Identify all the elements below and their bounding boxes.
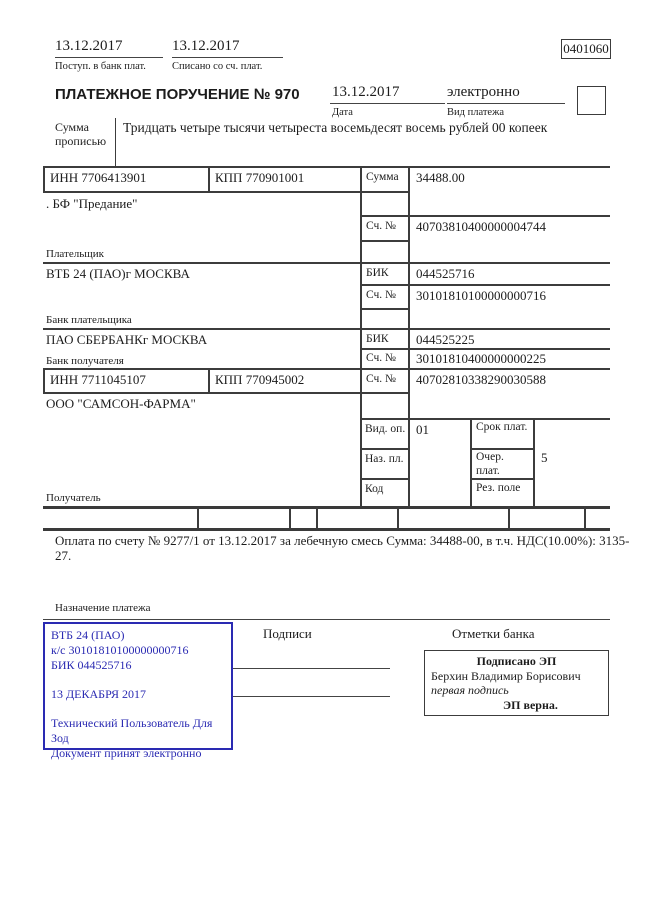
table-line	[360, 478, 410, 480]
beneficiary-bank-bik: 044525225	[416, 332, 475, 347]
beneficiary-account: 40702810338290030588	[416, 372, 546, 387]
beneficiary-inn: ИНН 7711045107	[50, 372, 146, 387]
ocher-plat-label: Очер. плат.	[476, 451, 504, 477]
beneficiary-name: ООО "САМСОН-ФАРМА"	[46, 396, 196, 411]
payer-bank-section-label: Банк плательщика	[46, 314, 132, 326]
stamp-corr-account: к/с 30101810100000000716	[51, 643, 189, 657]
table-line	[208, 166, 210, 192]
table-line	[360, 284, 610, 286]
beneficiary-bank-account: 30101810400000000225	[416, 351, 546, 366]
table-line	[43, 528, 610, 531]
table-line	[360, 348, 610, 350]
payment-purpose-label: Назначение платежа	[55, 602, 151, 614]
document-title: ПЛАТЕЖНОЕ ПОРУЧЕНИЕ № 970	[55, 86, 300, 103]
beneficiary-bank-section-label: Банк получателя	[46, 355, 124, 367]
amount-words-label: Сумма прописью	[55, 120, 107, 149]
payment-kind-value: электронно	[447, 84, 520, 100]
signature-line-2	[233, 696, 390, 697]
payer-kpp: КПП 770901001	[215, 170, 305, 185]
sum-value: 34488.00	[416, 170, 465, 185]
table-line	[43, 166, 45, 192]
purpose-underline	[43, 619, 610, 620]
empty-checkbox	[577, 86, 606, 115]
table-line	[208, 368, 210, 393]
date-underline	[330, 103, 445, 104]
beneficiary-section-label: Получатель	[46, 492, 101, 504]
table-line	[43, 262, 610, 264]
signature-kind: первая подпись	[431, 683, 509, 697]
table-line	[43, 328, 610, 330]
table-line	[533, 418, 535, 507]
payer-bank-name: ВТБ 24 (ПАО)г МОСКВА	[46, 266, 190, 281]
table-line	[360, 166, 362, 507]
kod-label: Код	[365, 483, 384, 495]
table-line	[43, 368, 45, 393]
received-date-underline	[55, 57, 163, 58]
vid-op-value: 01	[416, 422, 429, 437]
table-line	[470, 478, 535, 480]
payer-account: 40703810400000004744	[416, 219, 546, 234]
stamp-bank-name: ВТБ 24 (ПАО)	[51, 628, 125, 642]
payer-inn: ИНН 7706413901	[50, 170, 147, 185]
table-line	[360, 215, 610, 217]
table-line	[408, 166, 410, 507]
debited-date: 13.12.2017	[172, 38, 240, 54]
tax-row-divider	[397, 506, 399, 529]
stamp-accepted-note: Документ принят электронно	[51, 746, 202, 760]
tax-row-divider	[508, 506, 510, 529]
debited-date-underline	[172, 57, 283, 58]
payer-bank-account-label: Сч. №	[366, 289, 397, 301]
payer-section-label: Плательщик	[46, 248, 104, 260]
stamp-user: Технический Пользователь Для Зод	[51, 716, 213, 745]
signatures-label: Подписи	[263, 626, 312, 641]
bank-marks-box	[424, 650, 609, 716]
received-date: 13.12.2017	[55, 38, 123, 54]
signer-name: Берхин Владимир Борисович	[431, 668, 581, 683]
table-line	[360, 240, 410, 242]
table-line	[470, 448, 535, 450]
ep-verified-text: ЭП верна.	[503, 697, 558, 712]
ocher-plat-value: 5	[541, 450, 548, 465]
bank-acceptance-stamp	[43, 622, 233, 760]
date-label: Дата	[332, 107, 353, 118]
table-line	[43, 166, 610, 168]
tax-row-divider	[289, 506, 291, 529]
beneficiary-bank-name: ПАО СБЕРБАНКг МОСКВА	[46, 332, 208, 347]
table-line	[43, 392, 408, 394]
beneficiary-bank-account-label: Сч. №	[366, 352, 397, 364]
table-line	[43, 506, 610, 509]
stamp-bik: БИК 044525716	[51, 658, 132, 672]
payer-bank-account: 30101810100000000716	[416, 288, 546, 303]
amount-words-divider	[115, 118, 116, 166]
rez-pole-label: Рез. поле	[476, 482, 521, 494]
payer-bank-bik-label: БИК	[366, 267, 389, 279]
table-line	[43, 368, 610, 370]
bank-marks-label: Отметки банка	[452, 626, 535, 641]
beneficiary-account-label: Сч. №	[366, 373, 397, 385]
table-line	[470, 418, 472, 507]
beneficiary-bank-bik-label: БИК	[366, 333, 389, 345]
vid-op-label: Вид. оп.	[365, 423, 406, 435]
payer-name: . БФ "Предание"	[46, 196, 138, 211]
table-line	[360, 448, 410, 450]
payer-account-label: Сч. №	[366, 220, 397, 232]
form-code-box: 0401060	[561, 39, 611, 59]
document-date: 13.12.2017	[332, 84, 400, 100]
payment-purpose-text: Оплата по счету № 9277/1 от 13.12.2017 за лебечную смесь Сумма: 34488-00, в т.ч. НДС(10.00%): 3135-27.	[55, 533, 630, 564]
naz-pl-label: Наз. пл.	[365, 453, 404, 465]
signature-line-1	[233, 668, 390, 669]
tax-row-divider	[316, 506, 318, 529]
signed-ep-title: Подписано ЭП	[476, 654, 557, 668]
payment-kind-label: Вид платежа	[447, 107, 505, 118]
tax-row-divider	[197, 506, 199, 529]
stamp-date: 13 ДЕКАБРЯ 2017	[51, 687, 146, 701]
payment-kind-underline	[447, 103, 565, 104]
table-line	[360, 418, 610, 420]
sum-label: Сумма	[366, 171, 399, 183]
table-line	[43, 191, 408, 193]
payer-bank-bik: 044525716	[416, 266, 475, 281]
tax-row-divider	[584, 506, 586, 529]
srok-plat-label: Срок плат.	[476, 421, 528, 433]
amount-words-value: Тридцать четыре тысячи четыреста восемьдесят восемь рублей 00 копеек	[123, 120, 548, 135]
beneficiary-kpp: КПП 770945002	[215, 372, 305, 387]
table-line	[360, 308, 410, 310]
debited-date-label: Списано со сч. плат.	[172, 61, 263, 72]
received-date-label: Поступ. в банк плат.	[55, 61, 146, 72]
